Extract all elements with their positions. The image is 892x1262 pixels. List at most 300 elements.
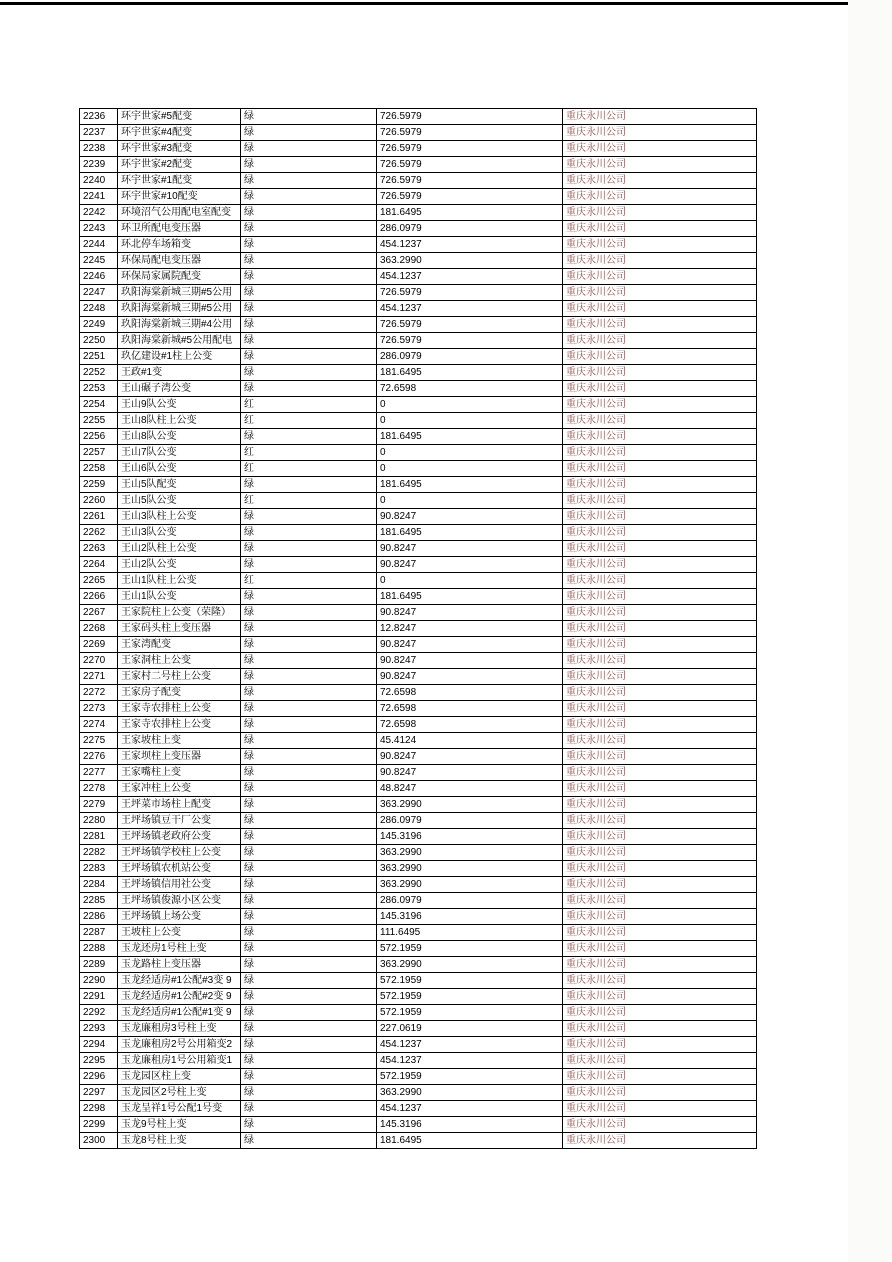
table-row <box>80 861 757 877</box>
cell-value: 363.2990 <box>377 957 563 973</box>
cell-id: 2288 <box>80 941 118 957</box>
cell-id: 2255 <box>80 413 118 429</box>
cell-company: 重庆永川公司 <box>563 301 757 317</box>
table-row <box>80 813 757 829</box>
cell-name: 玉龙经适房#1公配#2变 9 <box>118 989 241 1005</box>
cell-name: 玖阳海棠新城#5公用配电 <box>118 333 241 349</box>
cell-id: 2298 <box>80 1101 118 1117</box>
cell-status: 绿 <box>241 989 377 1005</box>
cell-status: 绿 <box>241 221 377 237</box>
cell-company: 重庆永川公司 <box>563 365 757 381</box>
cell-company: 重庆永川公司 <box>563 541 757 557</box>
cell-name: 玖亿建设#1柱上公变 <box>118 349 241 365</box>
table-row <box>80 829 757 845</box>
cell-company: 重庆永川公司 <box>563 285 757 301</box>
cell-value: 181.6495 <box>377 525 563 541</box>
cell-company: 重庆永川公司 <box>563 1085 757 1101</box>
cell-value: 181.6495 <box>377 477 563 493</box>
table-row <box>80 589 757 605</box>
cell-name: 环宇世家#1配变 <box>118 173 241 189</box>
cell-status: 绿 <box>241 1021 377 1037</box>
cell-name: 环境沼气公用配电室配变 <box>118 205 241 221</box>
cell-company: 重庆永川公司 <box>563 477 757 493</box>
cell-id: 2243 <box>80 221 118 237</box>
cell-name: 王家坝柱上变压器 <box>118 749 241 765</box>
cell-id: 2241 <box>80 189 118 205</box>
table-row <box>80 1021 757 1037</box>
cell-name: 环保局家属院配变 <box>118 269 241 285</box>
cell-status: 绿 <box>241 1069 377 1085</box>
cell-status: 绿 <box>241 205 377 221</box>
cell-status: 绿 <box>241 1037 377 1053</box>
cell-name: 王家洞柱上公变 <box>118 653 241 669</box>
cell-id: 2261 <box>80 509 118 525</box>
table-row <box>80 1101 757 1117</box>
cell-status: 绿 <box>241 813 377 829</box>
cell-value: 572.1959 <box>377 941 563 957</box>
cell-id: 2290 <box>80 973 118 989</box>
table-row <box>80 429 757 445</box>
cell-status: 绿 <box>241 333 377 349</box>
cell-value: 0 <box>377 493 563 509</box>
cell-value: 726.5979 <box>377 125 563 141</box>
table-row <box>80 237 757 253</box>
cell-status: 绿 <box>241 1101 377 1117</box>
cell-value: 726.5979 <box>377 333 563 349</box>
cell-company: 重庆永川公司 <box>563 349 757 365</box>
table-row <box>80 989 757 1005</box>
cell-company: 重庆永川公司 <box>563 333 757 349</box>
table-row <box>80 973 757 989</box>
cell-name: 环北停车场箱变 <box>118 237 241 253</box>
table-row <box>80 109 757 125</box>
cell-name: 玉龙经适房#1公配#3变 9 <box>118 973 241 989</box>
cell-name: 王坪菜市场柱上配变 <box>118 797 241 813</box>
table-row <box>80 669 757 685</box>
cell-id: 2236 <box>80 109 118 125</box>
table-row <box>80 733 757 749</box>
cell-name: 王山5队配变 <box>118 477 241 493</box>
cell-company: 重庆永川公司 <box>563 1117 757 1133</box>
cell-id: 2300 <box>80 1133 118 1149</box>
cell-id: 2257 <box>80 445 118 461</box>
cell-status: 绿 <box>241 797 377 813</box>
cell-status: 绿 <box>241 365 377 381</box>
table-row <box>80 189 757 205</box>
table-row <box>80 1133 757 1149</box>
cell-id: 2267 <box>80 605 118 621</box>
cell-name: 环保局配电变压器 <box>118 253 241 269</box>
cell-status: 绿 <box>241 301 377 317</box>
cell-status: 绿 <box>241 829 377 845</box>
table-row <box>80 349 757 365</box>
cell-id: 2279 <box>80 797 118 813</box>
cell-id: 2295 <box>80 1053 118 1069</box>
cell-status: 绿 <box>241 781 377 797</box>
cell-status: 红 <box>241 413 377 429</box>
cell-value: 72.6598 <box>377 381 563 397</box>
cell-id: 2294 <box>80 1037 118 1053</box>
cell-company: 重庆永川公司 <box>563 1101 757 1117</box>
cell-value: 286.0979 <box>377 893 563 909</box>
table-row <box>80 781 757 797</box>
cell-value: 0 <box>377 573 563 589</box>
cell-company: 重庆永川公司 <box>563 701 757 717</box>
cell-company: 重庆永川公司 <box>563 957 757 973</box>
cell-id: 2278 <box>80 781 118 797</box>
cell-name: 环卫所配电变压器 <box>118 221 241 237</box>
cell-company: 重庆永川公司 <box>563 829 757 845</box>
cell-value: 726.5979 <box>377 189 563 205</box>
cell-status: 绿 <box>241 685 377 701</box>
cell-value: 454.1237 <box>377 1101 563 1117</box>
cell-name: 王坪场镇豆干厂公变 <box>118 813 241 829</box>
cell-value: 72.6598 <box>377 717 563 733</box>
cell-status: 绿 <box>241 173 377 189</box>
cell-status: 绿 <box>241 541 377 557</box>
table-row <box>80 301 757 317</box>
cell-value: 0 <box>377 445 563 461</box>
table-row <box>80 397 757 413</box>
table-row <box>80 365 757 381</box>
table-row <box>80 717 757 733</box>
cell-status: 绿 <box>241 893 377 909</box>
cell-name: 玉龙经适房#1公配#1变 9 <box>118 1005 241 1021</box>
cell-value: 726.5979 <box>377 157 563 173</box>
table-row <box>80 701 757 717</box>
cell-name: 王山1队柱上公变 <box>118 573 241 589</box>
cell-name: 王山3队柱上公变 <box>118 509 241 525</box>
cell-value: 181.6495 <box>377 365 563 381</box>
cell-value: 454.1237 <box>377 269 563 285</box>
cell-value: 145.3196 <box>377 829 563 845</box>
table-row <box>80 1085 757 1101</box>
cell-name: 玉龙园区柱上变 <box>118 1069 241 1085</box>
cell-status: 绿 <box>241 909 377 925</box>
cell-name: 玉龙廉租房1号公用箱变1 <box>118 1053 241 1069</box>
cell-id: 2264 <box>80 557 118 573</box>
cell-id: 2254 <box>80 397 118 413</box>
cell-value: 90.8247 <box>377 557 563 573</box>
cell-value: 90.8247 <box>377 637 563 653</box>
cell-status: 红 <box>241 461 377 477</box>
cell-company: 重庆永川公司 <box>563 749 757 765</box>
table-row <box>80 877 757 893</box>
page-right-shade <box>848 0 892 1262</box>
cell-company: 重庆永川公司 <box>563 141 757 157</box>
cell-value: 181.6495 <box>377 205 563 221</box>
cell-value: 572.1959 <box>377 1005 563 1021</box>
cell-value: 572.1959 <box>377 989 563 1005</box>
cell-company: 重庆永川公司 <box>563 173 757 189</box>
cell-status: 绿 <box>241 189 377 205</box>
table-row <box>80 925 757 941</box>
cell-id: 2284 <box>80 877 118 893</box>
cell-company: 重庆永川公司 <box>563 109 757 125</box>
cell-value: 363.2990 <box>377 1085 563 1101</box>
cell-id: 2274 <box>80 717 118 733</box>
cell-company: 重庆永川公司 <box>563 429 757 445</box>
cell-value: 454.1237 <box>377 1053 563 1069</box>
cell-name: 玉龙呈祥1号公配1号变 <box>118 1101 241 1117</box>
cell-status: 绿 <box>241 141 377 157</box>
cell-company: 重庆永川公司 <box>563 781 757 797</box>
cell-value: 286.0979 <box>377 349 563 365</box>
cell-id: 2293 <box>80 1021 118 1037</box>
cell-company: 重庆永川公司 <box>563 989 757 1005</box>
cell-status: 绿 <box>241 877 377 893</box>
cell-company: 重庆永川公司 <box>563 221 757 237</box>
cell-name: 王家嘴柱上变 <box>118 765 241 781</box>
table-row <box>80 1005 757 1021</box>
cell-company: 重庆永川公司 <box>563 845 757 861</box>
cell-id: 2250 <box>80 333 118 349</box>
cell-value: 111.6495 <box>377 925 563 941</box>
cell-name: 王坪场镇农机站公变 <box>118 861 241 877</box>
cell-status: 绿 <box>241 157 377 173</box>
cell-id: 2296 <box>80 1069 118 1085</box>
cell-status: 绿 <box>241 317 377 333</box>
table-row <box>80 557 757 573</box>
cell-value: 572.1959 <box>377 973 563 989</box>
cell-status: 绿 <box>241 653 377 669</box>
cell-name: 王山3队公变 <box>118 525 241 541</box>
cell-status: 绿 <box>241 477 377 493</box>
table-row <box>80 765 757 781</box>
table-row <box>80 173 757 189</box>
cell-name: 王坪场镇老政府公变 <box>118 829 241 845</box>
cell-name: 王坡柱上公变 <box>118 925 241 941</box>
cell-status: 绿 <box>241 525 377 541</box>
cell-status: 绿 <box>241 669 377 685</box>
cell-status: 绿 <box>241 253 377 269</box>
table-row <box>80 205 757 221</box>
cell-company: 重庆永川公司 <box>563 157 757 173</box>
cell-id: 2252 <box>80 365 118 381</box>
cell-name: 王山碾子湾公变 <box>118 381 241 397</box>
cell-company: 重庆永川公司 <box>563 765 757 781</box>
cell-value: 363.2990 <box>377 797 563 813</box>
cell-company: 重庆永川公司 <box>563 861 757 877</box>
cell-value: 45.4124 <box>377 733 563 749</box>
table-row <box>80 653 757 669</box>
cell-id: 2269 <box>80 637 118 653</box>
cell-company: 重庆永川公司 <box>563 205 757 221</box>
cell-value: 454.1237 <box>377 237 563 253</box>
cell-company: 重庆永川公司 <box>563 941 757 957</box>
cell-company: 重庆永川公司 <box>563 813 757 829</box>
cell-status: 绿 <box>241 269 377 285</box>
cell-id: 2256 <box>80 429 118 445</box>
cell-company: 重庆永川公司 <box>563 1133 757 1149</box>
cell-name: 王坪场镇学校柱上公变 <box>118 845 241 861</box>
cell-company: 重庆永川公司 <box>563 717 757 733</box>
cell-company: 重庆永川公司 <box>563 1053 757 1069</box>
cell-name: 环宇世家#3配变 <box>118 141 241 157</box>
table-row <box>80 157 757 173</box>
cell-value: 90.8247 <box>377 749 563 765</box>
table-row <box>80 221 757 237</box>
cell-name: 王家冲柱上公变 <box>118 781 241 797</box>
table-row <box>80 477 757 493</box>
cell-name: 玉龙廉租房2号公用箱变2 <box>118 1037 241 1053</box>
table-row <box>80 685 757 701</box>
table-row <box>80 541 757 557</box>
cell-id: 2292 <box>80 1005 118 1021</box>
cell-id: 2244 <box>80 237 118 253</box>
cell-value: 90.8247 <box>377 765 563 781</box>
table-row <box>80 413 757 429</box>
cell-status: 绿 <box>241 973 377 989</box>
cell-company: 重庆永川公司 <box>563 509 757 525</box>
cell-company: 重庆永川公司 <box>563 1021 757 1037</box>
cell-status: 绿 <box>241 1053 377 1069</box>
cell-status: 红 <box>241 493 377 509</box>
cell-value: 90.8247 <box>377 541 563 557</box>
cell-name: 王家坡柱上变 <box>118 733 241 749</box>
cell-company: 重庆永川公司 <box>563 733 757 749</box>
table-row <box>80 845 757 861</box>
cell-name: 玉龙园区2号柱上变 <box>118 1085 241 1101</box>
cell-status: 绿 <box>241 1085 377 1101</box>
cell-id: 2287 <box>80 925 118 941</box>
cell-status: 绿 <box>241 125 377 141</box>
cell-status: 绿 <box>241 845 377 861</box>
cell-status: 绿 <box>241 349 377 365</box>
table-row <box>80 461 757 477</box>
transformer-table <box>79 108 757 1149</box>
cell-id: 2280 <box>80 813 118 829</box>
cell-name: 玖阳海棠新城三期#4公用 <box>118 317 241 333</box>
cell-company: 重庆永川公司 <box>563 797 757 813</box>
cell-id: 2263 <box>80 541 118 557</box>
cell-company: 重庆永川公司 <box>563 381 757 397</box>
cell-id: 2286 <box>80 909 118 925</box>
cell-name: 玉龙8号柱上变 <box>118 1133 241 1149</box>
table-row <box>80 125 757 141</box>
cell-value: 454.1237 <box>377 301 563 317</box>
cell-status: 绿 <box>241 109 377 125</box>
cell-name: 王坪场镇上场公变 <box>118 909 241 925</box>
cell-value: 48.8247 <box>377 781 563 797</box>
cell-value: 0 <box>377 461 563 477</box>
cell-id: 2248 <box>80 301 118 317</box>
cell-id: 2281 <box>80 829 118 845</box>
table-row <box>80 573 757 589</box>
cell-id: 2283 <box>80 861 118 877</box>
cell-name: 王山2队柱上公变 <box>118 541 241 557</box>
cell-id: 2238 <box>80 141 118 157</box>
cell-name: 玉龙9号柱上变 <box>118 1117 241 1133</box>
cell-name: 玉龙路柱上变压器 <box>118 957 241 973</box>
cell-status: 绿 <box>241 1117 377 1133</box>
cell-company: 重庆永川公司 <box>563 493 757 509</box>
cell-company: 重庆永川公司 <box>563 1005 757 1021</box>
table-row <box>80 797 757 813</box>
cell-status: 绿 <box>241 557 377 573</box>
cell-status: 绿 <box>241 381 377 397</box>
cell-company: 重庆永川公司 <box>563 925 757 941</box>
cell-name: 王山6队公变 <box>118 461 241 477</box>
cell-name: 王山1队公变 <box>118 589 241 605</box>
table-row <box>80 1069 757 1085</box>
cell-id: 2299 <box>80 1117 118 1133</box>
cell-name: 玖阳海棠新城三期#5公用 <box>118 301 241 317</box>
cell-value: 726.5979 <box>377 317 563 333</box>
cell-value: 454.1237 <box>377 1037 563 1053</box>
cell-company: 重庆永川公司 <box>563 589 757 605</box>
transformer-table-region <box>79 108 757 1149</box>
table-row <box>80 317 757 333</box>
table-row <box>80 1053 757 1069</box>
cell-company: 重庆永川公司 <box>563 397 757 413</box>
table-row <box>80 1117 757 1133</box>
table-row <box>80 333 757 349</box>
table-row <box>80 253 757 269</box>
cell-id: 2245 <box>80 253 118 269</box>
cell-company: 重庆永川公司 <box>563 557 757 573</box>
cell-value: 0 <box>377 397 563 413</box>
table-row <box>80 621 757 637</box>
cell-id: 2259 <box>80 477 118 493</box>
table-row <box>80 941 757 957</box>
cell-company: 重庆永川公司 <box>563 973 757 989</box>
cell-company: 重庆永川公司 <box>563 1037 757 1053</box>
cell-company: 重庆永川公司 <box>563 621 757 637</box>
cell-value: 363.2990 <box>377 845 563 861</box>
cell-id: 2251 <box>80 349 118 365</box>
cell-id: 2265 <box>80 573 118 589</box>
cell-status: 绿 <box>241 941 377 957</box>
table-row <box>80 509 757 525</box>
cell-value: 363.2990 <box>377 253 563 269</box>
cell-name: 王山7队公变 <box>118 445 241 461</box>
cell-status: 绿 <box>241 429 377 445</box>
cell-id: 2266 <box>80 589 118 605</box>
table-row <box>80 909 757 925</box>
cell-value: 726.5979 <box>377 141 563 157</box>
cell-status: 绿 <box>241 285 377 301</box>
cell-id: 2289 <box>80 957 118 973</box>
cell-name: 王山2队公变 <box>118 557 241 573</box>
cell-id: 2277 <box>80 765 118 781</box>
cell-company: 重庆永川公司 <box>563 237 757 253</box>
table-row <box>80 141 757 157</box>
cell-value: 90.8247 <box>377 605 563 621</box>
cell-company: 重庆永川公司 <box>563 653 757 669</box>
cell-name: 王山5队公变 <box>118 493 241 509</box>
cell-id: 2247 <box>80 285 118 301</box>
cell-value: 90.8247 <box>377 509 563 525</box>
cell-name: 王家寺农排柱上公变 <box>118 701 241 717</box>
cell-status: 绿 <box>241 717 377 733</box>
cell-value: 72.6598 <box>377 701 563 717</box>
cell-company: 重庆永川公司 <box>563 573 757 589</box>
cell-status: 绿 <box>241 509 377 525</box>
cell-status: 绿 <box>241 237 377 253</box>
cell-status: 绿 <box>241 637 377 653</box>
cell-id: 2258 <box>80 461 118 477</box>
table-row <box>80 493 757 509</box>
table-row <box>80 285 757 301</box>
cell-id: 2273 <box>80 701 118 717</box>
cell-company: 重庆永川公司 <box>563 317 757 333</box>
cell-name: 环宇世家#5配变 <box>118 109 241 125</box>
cell-id: 2272 <box>80 685 118 701</box>
cell-id: 2249 <box>80 317 118 333</box>
cell-name: 环宇世家#2配变 <box>118 157 241 173</box>
table-row <box>80 1037 757 1053</box>
